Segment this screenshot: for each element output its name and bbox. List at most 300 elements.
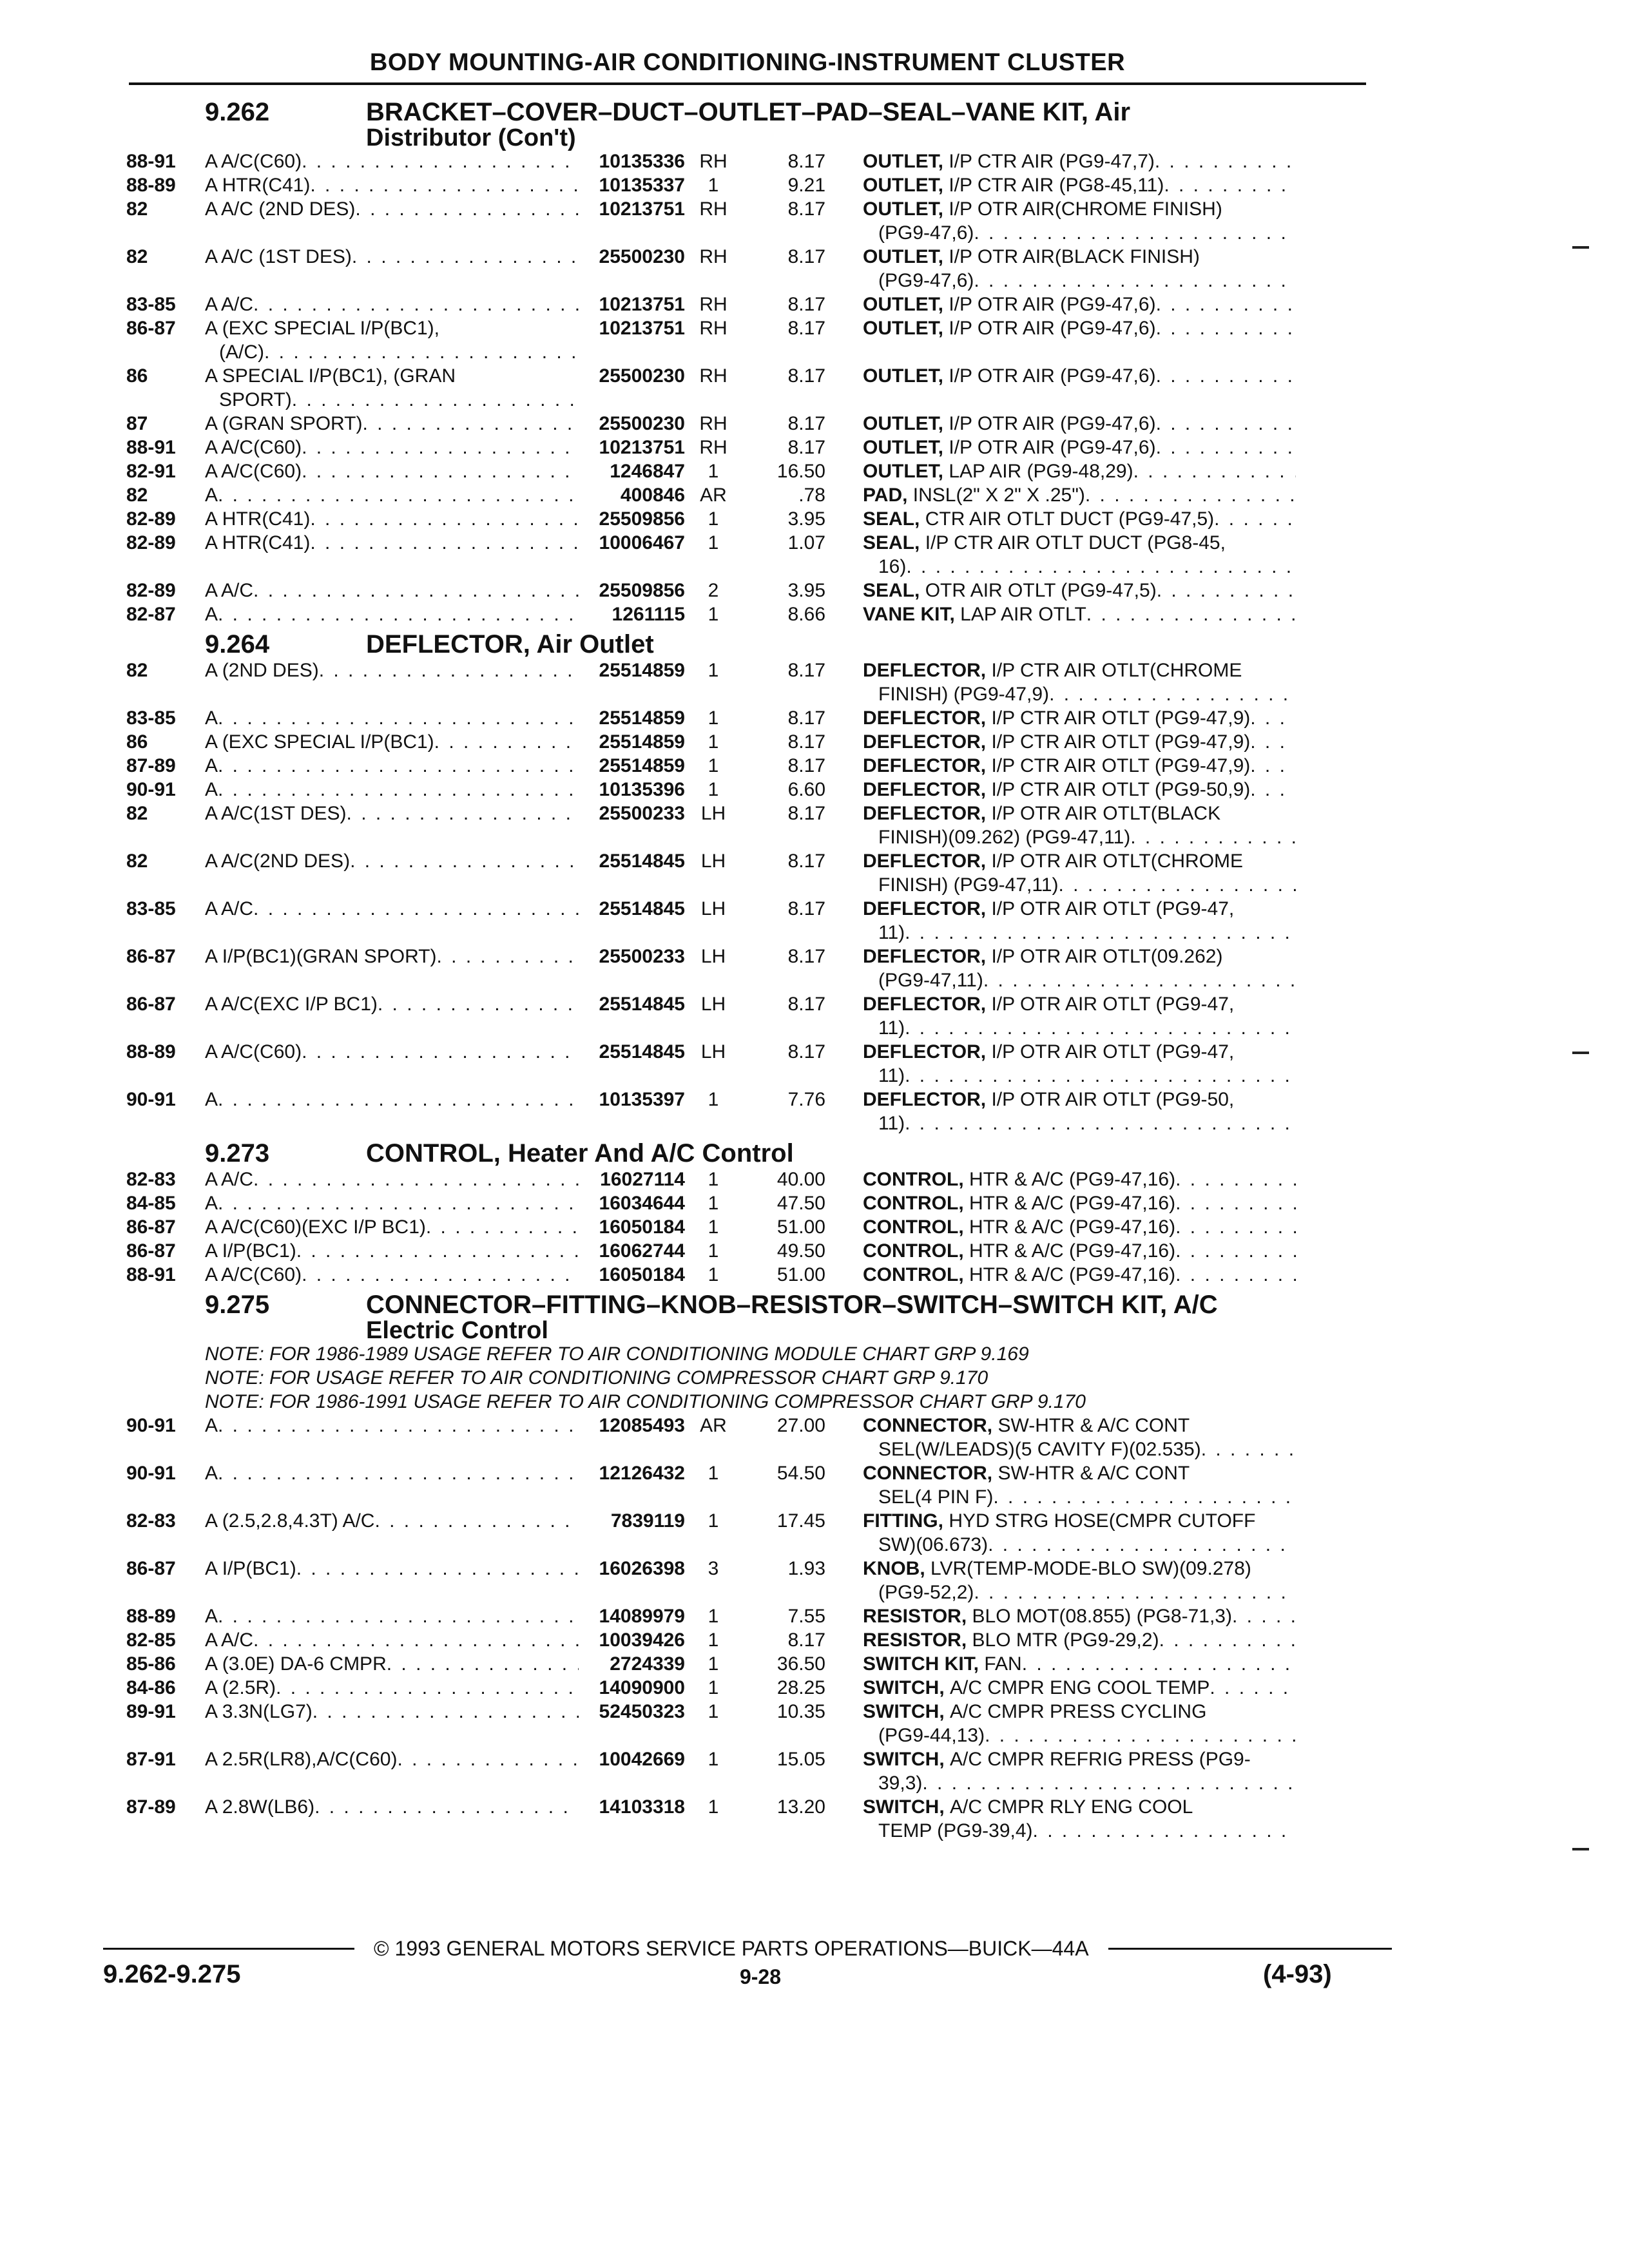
part-name-head: OUTLET, xyxy=(863,413,943,434)
part-name-line xyxy=(863,992,1296,1016)
application-description xyxy=(205,1088,579,1111)
part-name-text: I/P OTR AIR OTLT(09.262) xyxy=(991,946,1223,967)
part-name-line xyxy=(863,459,1296,483)
dot-leader xyxy=(1250,778,1296,802)
application-description xyxy=(205,507,579,531)
part-name-line xyxy=(863,1533,1296,1557)
model-years: 82-83 xyxy=(126,1510,176,1532)
application-line xyxy=(205,992,579,1016)
list-price: 40.00 xyxy=(776,1169,825,1190)
model-years: 83-85 xyxy=(126,898,176,919)
part-number: 10213751 xyxy=(599,294,685,315)
part-name-head: DEFLECTOR, xyxy=(863,707,987,729)
dot-leader xyxy=(1033,1819,1296,1843)
part-name xyxy=(825,531,1296,579)
part-name-text: HTR & A/C (PG9-47,16) xyxy=(969,1169,1176,1190)
dot-leader xyxy=(350,849,579,873)
part-number: 10213751 xyxy=(599,318,685,339)
group-title-block xyxy=(366,98,1376,149)
part-name-line xyxy=(863,1795,1296,1819)
list-price: 8.17 xyxy=(787,1629,825,1651)
model-years: 83-85 xyxy=(126,707,176,729)
dot-leader xyxy=(352,245,579,269)
part-number: 10213751 xyxy=(599,198,685,220)
part-name-line xyxy=(863,1191,1296,1215)
quantity: 1 xyxy=(708,731,719,753)
quantity: RH xyxy=(699,151,728,172)
application-line xyxy=(205,1461,579,1485)
quantity: AR xyxy=(700,1415,727,1436)
dot-leader xyxy=(253,1628,579,1652)
part-name-line xyxy=(863,778,1296,802)
dot-leader xyxy=(313,1700,579,1724)
part-number: 1261115 xyxy=(612,604,685,625)
model-years: 88-91 xyxy=(126,151,176,172)
model-years: 89-91 xyxy=(126,1701,176,1722)
part-name xyxy=(825,706,1296,730)
part-row xyxy=(126,1700,1376,1747)
margin-mark xyxy=(1572,246,1589,249)
application-text: A I/P(BC1)(GRAN SPORT) xyxy=(205,946,437,967)
part-number: 25500233 xyxy=(599,946,685,967)
model-years: 82-89 xyxy=(126,532,176,553)
application-line xyxy=(205,364,579,388)
dot-leader xyxy=(922,1771,1296,1795)
quantity: 1 xyxy=(708,532,719,553)
part-name-text: INSL(2" X 2" X .25") xyxy=(912,485,1085,506)
part-name-text: I/P OTR AIR(CHROME FINISH) xyxy=(949,198,1222,220)
part-name xyxy=(825,149,1296,173)
part-name xyxy=(825,1604,1296,1628)
list-price: 8.17 xyxy=(787,660,825,681)
part-row xyxy=(126,149,1376,173)
part-name-text: I/P OTR AIR (PG9-47,6) xyxy=(949,294,1156,315)
application-line xyxy=(205,149,579,173)
model-years: 90-91 xyxy=(126,1463,176,1484)
application-line xyxy=(205,579,579,602)
application-text: A A/C(C60) xyxy=(205,1041,302,1062)
part-name-text: I/P OTR AIR OTLT (PG9-47, xyxy=(991,994,1235,1015)
application-description xyxy=(205,1263,579,1287)
dot-leader xyxy=(1214,507,1296,531)
dot-leader xyxy=(1201,1437,1296,1461)
list-price: 3.95 xyxy=(787,508,825,530)
quantity: RH xyxy=(699,318,728,339)
application-text: A A/C(2ND DES) xyxy=(205,850,351,872)
part-name-text: I/P OTR AIR OTLT(BLACK xyxy=(991,803,1221,824)
quantity: LH xyxy=(700,994,726,1015)
part-name-line xyxy=(863,602,1296,626)
application-line xyxy=(205,1676,579,1700)
dot-leader xyxy=(1059,873,1296,897)
part-name-line xyxy=(863,1819,1296,1843)
part-name-line xyxy=(863,507,1296,531)
part-name xyxy=(825,658,1296,706)
part-name-text: I/P CTR AIR (PG8-45,11) xyxy=(949,175,1164,196)
part-number: 16026398 xyxy=(599,1558,685,1579)
part-name-text: LAP AIR (PG9-48,29) xyxy=(949,461,1133,482)
part-number: 52450323 xyxy=(599,1701,685,1722)
part-name-line xyxy=(863,1168,1296,1191)
part-name-head: OUTLET, xyxy=(863,318,943,339)
part-row xyxy=(126,1747,1376,1795)
part-name-text: BLO MTR (PG9-29,2) xyxy=(972,1629,1159,1651)
part-row xyxy=(126,897,1376,945)
part-number: 16034644 xyxy=(599,1193,685,1214)
part-row xyxy=(126,945,1376,992)
list-price: 49.50 xyxy=(776,1240,825,1262)
application-description xyxy=(205,754,579,778)
part-name-text: FINISH) (PG9-47,11) xyxy=(878,874,1059,896)
page-title: BODY MOUNTING-AIR CONDITIONING-INSTRUMENT CLUSTER xyxy=(369,49,1126,76)
application-description xyxy=(205,1215,579,1239)
quantity: 1 xyxy=(708,461,719,482)
quantity: 1 xyxy=(708,1796,719,1818)
part-name-text: I/P CTR AIR OTLT (PG9-47,9) xyxy=(991,731,1251,753)
model-years: 88-89 xyxy=(126,175,176,196)
part-number: 25514845 xyxy=(599,898,685,919)
model-years: 82 xyxy=(126,198,148,220)
application-description xyxy=(205,1604,579,1628)
dot-leader xyxy=(310,507,579,531)
part-number: 25509856 xyxy=(599,580,685,601)
part-name-head: RESISTOR, xyxy=(863,1606,967,1627)
part-name-head: CONTROL, xyxy=(863,1193,964,1214)
part-row xyxy=(126,1628,1376,1652)
application-line xyxy=(205,412,579,436)
list-price: 8.17 xyxy=(787,898,825,919)
application-line xyxy=(205,1040,579,1064)
application-text: A I/P(BC1) xyxy=(205,1240,296,1262)
dot-leader xyxy=(355,197,579,221)
part-name-head: OUTLET, xyxy=(863,151,943,172)
application-description xyxy=(205,1676,579,1700)
list-price: 8.17 xyxy=(787,946,825,967)
application-text: A A/C (1ST DES) xyxy=(205,246,352,267)
part-name-head: OUTLET, xyxy=(863,461,943,482)
part-name-text: I/P CTR AIR OTLT (PG9-47,9) xyxy=(991,707,1251,729)
part-number: 25500230 xyxy=(599,246,685,267)
model-years: 86 xyxy=(126,731,148,753)
part-name xyxy=(825,507,1296,531)
quantity: RH xyxy=(699,413,728,434)
application-description xyxy=(205,706,579,730)
part-name-text: I/P CTR AIR OTLT (PG9-50,9) xyxy=(991,779,1251,800)
part-number: 16050184 xyxy=(599,1216,685,1238)
part-name-text: I/P OTR AIR (PG9-47,6) xyxy=(949,318,1156,339)
application-text: A xyxy=(205,1415,218,1436)
part-name-text: I/P OTR AIR OTLT (PG9-47, xyxy=(991,898,1235,919)
dot-leader xyxy=(397,1747,579,1771)
footer-group-range: 9.262-9.275 xyxy=(103,1960,241,1988)
part-name xyxy=(825,849,1296,897)
list-price: 8.17 xyxy=(787,803,825,824)
application-description xyxy=(205,316,579,364)
part-name xyxy=(825,1652,1296,1676)
dot-leader xyxy=(387,1652,579,1676)
part-name xyxy=(825,245,1296,293)
part-name-head: OUTLET, xyxy=(863,294,943,315)
quantity: RH xyxy=(699,365,728,387)
part-name-head: SWITCH KIT, xyxy=(863,1653,979,1675)
part-name-head: SWITCH, xyxy=(863,1677,945,1698)
footer-date: (4-93) xyxy=(1263,1960,1332,1988)
part-name-text: A/C CMPR RLY ENG COOL xyxy=(950,1796,1193,1818)
application-description xyxy=(205,531,579,555)
part-number: 16062744 xyxy=(599,1240,685,1262)
part-number: 25514859 xyxy=(599,707,685,729)
part-name-line xyxy=(863,1485,1296,1509)
application-line xyxy=(205,316,579,340)
model-years: 86-87 xyxy=(126,946,176,967)
part-name-line xyxy=(863,730,1296,754)
application-description xyxy=(205,602,579,626)
application-line xyxy=(205,436,579,459)
quantity: LH xyxy=(700,803,726,824)
group-title-block xyxy=(366,630,1376,658)
part-name-head: SEAL, xyxy=(863,508,920,530)
dot-leader xyxy=(319,658,579,682)
application-text: A A/C(1ST DES) xyxy=(205,803,347,824)
part-row xyxy=(126,658,1376,706)
list-price: 8.17 xyxy=(787,850,825,872)
dot-leader xyxy=(253,1168,579,1191)
application-text: A A/C(C60) xyxy=(205,461,302,482)
model-years: 90-91 xyxy=(126,1089,176,1110)
application-text: A (2.5,2.8,4.3T) A/C xyxy=(205,1510,375,1532)
quantity: AR xyxy=(700,485,727,506)
part-name-text: HTR & A/C (PG9-47,16) xyxy=(969,1216,1176,1238)
list-price: 8.17 xyxy=(787,151,825,172)
dot-leader xyxy=(905,1064,1296,1088)
part-name-head: CONTROL, xyxy=(863,1264,964,1285)
part-number: 10135396 xyxy=(599,779,685,800)
application-description xyxy=(205,1191,579,1215)
part-row xyxy=(126,992,1376,1040)
part-name xyxy=(825,1676,1296,1700)
dot-leader xyxy=(374,1509,579,1533)
application-line xyxy=(205,1628,579,1652)
part-name xyxy=(825,293,1296,316)
part-name xyxy=(825,1628,1296,1652)
part-name-text: HYD STRG HOSE(CMPR CUTOFF xyxy=(949,1510,1256,1532)
part-name xyxy=(825,802,1296,849)
model-years: 86-87 xyxy=(126,1240,176,1262)
group-title-block xyxy=(366,1139,1376,1168)
part-name-line xyxy=(863,1747,1296,1771)
quantity: 2 xyxy=(708,580,719,601)
application-description xyxy=(205,897,579,921)
quantity: RH xyxy=(699,437,728,458)
part-row xyxy=(126,579,1376,602)
part-name-line xyxy=(863,1676,1296,1700)
dot-leader xyxy=(218,706,579,730)
group-title-block xyxy=(366,1291,1376,1342)
part-name xyxy=(825,945,1296,992)
part-name-head: DEFLECTOR, xyxy=(863,1089,987,1110)
dot-leader xyxy=(985,1724,1296,1747)
part-name-line xyxy=(863,802,1296,825)
part-name-text: SW-HTR & A/C CONT xyxy=(998,1463,1190,1484)
dot-leader xyxy=(1157,579,1296,602)
part-name-head: CONNECTOR, xyxy=(863,1463,993,1484)
part-number: 25514859 xyxy=(599,731,685,753)
part-name xyxy=(825,579,1296,602)
dot-leader xyxy=(218,1088,579,1111)
group-title: DEFLECTOR, Air Outlet xyxy=(366,630,654,658)
model-years: 82-85 xyxy=(126,1629,176,1651)
application-line xyxy=(205,1239,579,1263)
application-description xyxy=(205,778,579,802)
part-name-text: FINISH)(09.262) (PG9-47,11) xyxy=(878,827,1131,848)
part-name-head: DEFLECTOR, xyxy=(863,850,987,872)
model-years: 87-89 xyxy=(126,1796,176,1818)
application-text: A 3.3N(LG7) xyxy=(205,1701,313,1722)
part-name-text: (PG9-47,6) xyxy=(878,222,974,244)
model-years: 86-87 xyxy=(126,1558,176,1579)
part-name xyxy=(825,1795,1296,1843)
part-row xyxy=(126,412,1376,436)
application-description xyxy=(205,1557,579,1581)
part-name xyxy=(825,754,1296,778)
part-number: 25500233 xyxy=(599,803,685,824)
part-number: 12126432 xyxy=(599,1463,685,1484)
part-row xyxy=(126,483,1376,507)
list-price: 8.66 xyxy=(787,604,825,625)
part-row xyxy=(126,1191,1376,1215)
application-text: SPORT) xyxy=(219,389,292,410)
part-number: 7839119 xyxy=(610,1510,685,1532)
part-number: 2724339 xyxy=(610,1653,685,1675)
part-name-text: I/P OTR AIR OTLT(CHROME xyxy=(991,850,1244,872)
list-price: 16.50 xyxy=(776,461,825,482)
part-number: 10006467 xyxy=(599,532,685,553)
application-text: A xyxy=(205,1606,218,1627)
list-price: 15.05 xyxy=(776,1749,825,1770)
part-number: 25500230 xyxy=(599,413,685,434)
part-row xyxy=(126,197,1376,245)
application-text: (A/C) xyxy=(219,341,264,363)
part-name-line xyxy=(863,1509,1296,1533)
part-number: 25514845 xyxy=(599,994,685,1015)
model-years: 86-87 xyxy=(126,318,176,339)
application-text: A xyxy=(205,1193,218,1214)
part-name xyxy=(825,1263,1296,1287)
application-line xyxy=(205,1700,579,1724)
part-row xyxy=(126,1509,1376,1557)
part-name-line xyxy=(863,968,1296,992)
part-row xyxy=(126,778,1376,802)
part-row xyxy=(126,1263,1376,1287)
parts-sections xyxy=(126,98,1376,1847)
list-price: 7.76 xyxy=(787,1089,825,1110)
model-years: 84-85 xyxy=(126,1193,176,1214)
dot-leader xyxy=(434,730,579,754)
group-title: CONTROL, Heater And A/C Control xyxy=(366,1139,794,1168)
part-name-line xyxy=(863,1437,1296,1461)
model-years: 88-91 xyxy=(126,437,176,458)
part-name-text: LVR(TEMP-MODE-BLO SW)(09.278) xyxy=(930,1558,1251,1579)
list-price: 8.17 xyxy=(787,755,825,776)
dot-leader xyxy=(1156,412,1296,436)
part-name xyxy=(825,1191,1296,1215)
application-description xyxy=(205,149,579,173)
dot-leader xyxy=(1175,1168,1296,1191)
part-row xyxy=(126,1557,1376,1604)
part-name-text: 11) xyxy=(878,1113,905,1134)
list-price: 8.17 xyxy=(787,318,825,339)
application-description xyxy=(205,483,579,507)
list-price: 47.50 xyxy=(776,1193,825,1214)
quantity: 1 xyxy=(708,1749,719,1770)
application-line xyxy=(205,706,579,730)
dot-leader xyxy=(302,1263,579,1287)
part-name-text: (PG9-44,13) xyxy=(878,1725,985,1746)
list-price: 8.17 xyxy=(787,413,825,434)
quantity: RH xyxy=(699,198,728,220)
application-description xyxy=(205,1795,579,1819)
group-number: 9.262 xyxy=(205,98,270,126)
part-row xyxy=(126,459,1376,483)
quantity: 1 xyxy=(708,707,719,729)
dot-leader xyxy=(905,1111,1296,1135)
model-years: 88-91 xyxy=(126,1264,176,1285)
model-years: 88-89 xyxy=(126,1606,176,1627)
model-years: 90-91 xyxy=(126,1415,176,1436)
dot-leader xyxy=(905,1016,1296,1040)
model-years: 82 xyxy=(126,850,148,872)
dot-leader xyxy=(310,173,579,197)
application-line xyxy=(205,754,579,778)
application-line xyxy=(205,602,579,626)
part-name-line xyxy=(863,483,1296,507)
dot-leader xyxy=(974,221,1296,245)
application-text: A xyxy=(205,1089,218,1110)
part-name-line xyxy=(863,1239,1296,1263)
part-name xyxy=(825,1088,1296,1135)
application-description xyxy=(205,802,579,825)
application-text: A xyxy=(205,755,218,776)
part-name-text: TEMP (PG9-39,4) xyxy=(878,1820,1033,1841)
part-name-text: SW)(06.673) xyxy=(878,1534,988,1555)
quantity: 1 xyxy=(708,508,719,530)
dot-leader xyxy=(974,269,1296,293)
part-row xyxy=(126,602,1376,626)
model-years: 82-87 xyxy=(126,604,176,625)
part-name-line xyxy=(863,555,1296,579)
part-name-line xyxy=(863,245,1296,269)
quantity: 1 xyxy=(708,755,719,776)
quantity: 1 xyxy=(708,1606,719,1627)
model-years: 88-89 xyxy=(126,1041,176,1062)
dot-leader xyxy=(1250,730,1296,754)
model-years: 86 xyxy=(126,365,148,387)
application-line xyxy=(205,778,579,802)
part-name-line xyxy=(863,825,1296,849)
application-text: A A/C(C60) xyxy=(205,437,302,458)
list-price: 51.00 xyxy=(776,1216,825,1238)
group-title: CONNECTOR–FITTING–KNOB–RESISTOR–SWITCH–SWITCH KIT, A/C xyxy=(366,1291,1218,1319)
part-name-line xyxy=(863,149,1296,173)
part-name-line xyxy=(863,945,1296,968)
quantity: 1 xyxy=(708,175,719,196)
application-text: A A/C(EXC I/P BC1) xyxy=(205,994,378,1015)
part-name-line xyxy=(863,1016,1296,1040)
application-line xyxy=(205,340,579,364)
part-name-text: 16) xyxy=(878,556,907,577)
part-name-text: I/P OTR AIR (PG9-47,6) xyxy=(949,365,1156,387)
part-number: 25514845 xyxy=(599,850,685,872)
